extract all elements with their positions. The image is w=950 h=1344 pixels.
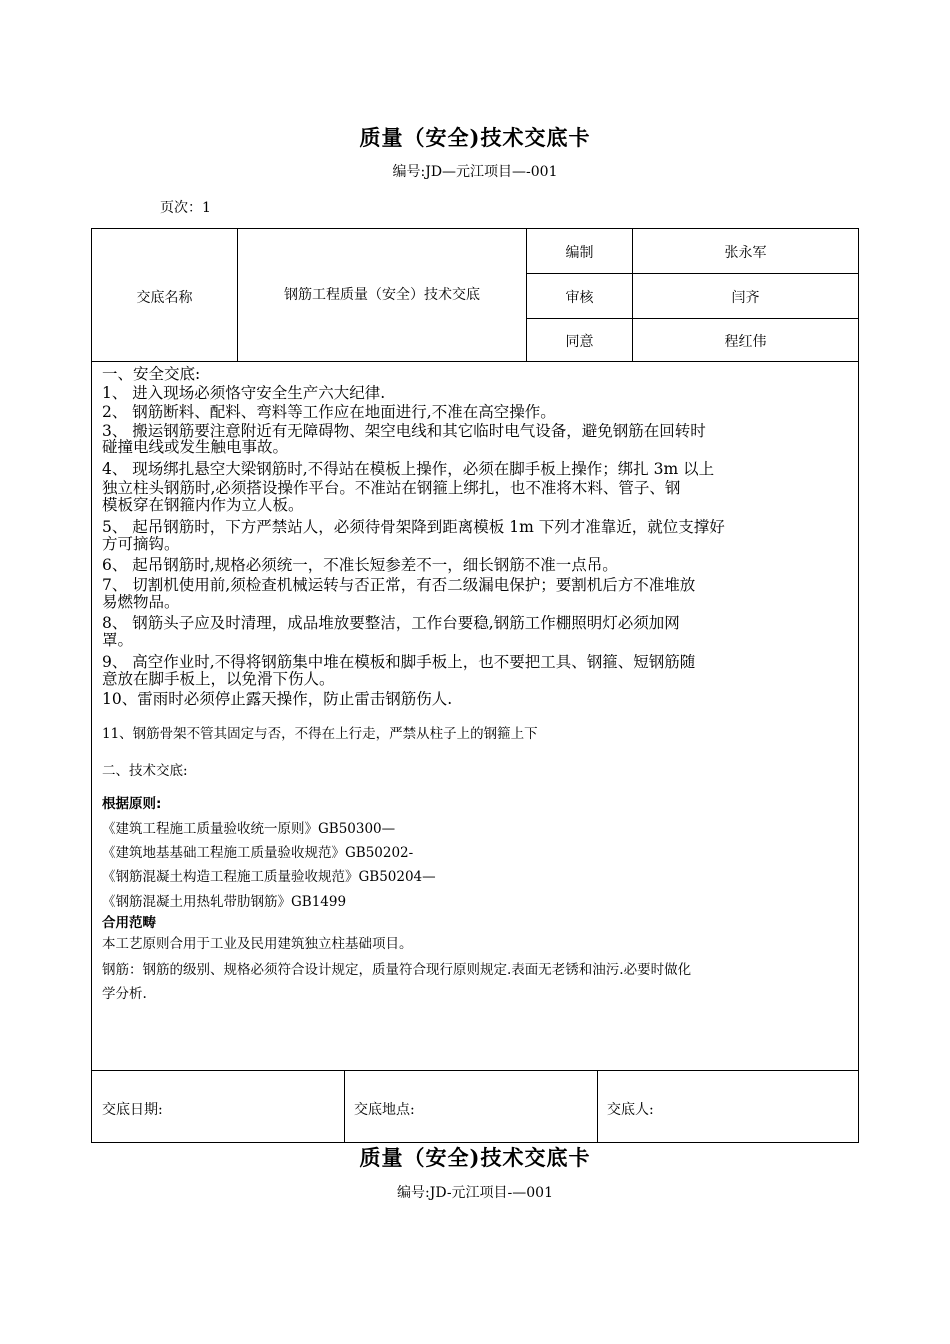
standard-item: 《建筑工程施工质量验收统一原则》GB50300— xyxy=(102,821,396,837)
rebar-text: 钢筋：钢筋的级别、规格必须符合设计规定，质量符合现行原则规定.表面无老锈和油污.必要时做化 xyxy=(102,962,692,978)
safety-heading: 一、安全交底: xyxy=(102,365,201,383)
role-compile-person: 张永军 xyxy=(724,245,767,261)
basis-heading: 根据原则: xyxy=(102,796,162,812)
standard-item: 《建筑地基基础工程施工质量验收规范》GB50202- xyxy=(102,845,414,861)
safety-line: 方可摘钩。 xyxy=(102,535,180,553)
safety-line: 罩。 xyxy=(102,631,134,649)
role-approve-person: 程红伟 xyxy=(724,334,767,350)
role-compile-label: 编制 xyxy=(565,245,594,261)
role-review-label: 审核 xyxy=(565,290,594,306)
handover-name-label: 交底名称 xyxy=(136,290,193,306)
safety-line: 易燃物品。 xyxy=(102,593,180,611)
standard-item: 《钢筋混凝土构造工程施工质量验收规范》GB50204— xyxy=(102,869,436,885)
safety-line: 1、 进入现场必须恪守安全生产六大纪律. xyxy=(102,384,386,402)
safety-line: 10、雷雨时必须停止露天操作，防止雷击钢筋伤人. xyxy=(102,690,453,708)
safety-line: 4、 现场绑扎悬空大梁钢筋时,不得站在模板上操作，必须在脚手板上操作；绑扎 3m 以上 xyxy=(102,460,715,478)
safety-line: 7、 切割机使用前,须检查机械运转与否正常，有否二级漏电保护；要割机后方不准堆放 xyxy=(102,576,696,594)
safety-line-11: 11、钢筋骨架不管其固定与否，不得在上行走，严禁从柱子上的钢箍上下 xyxy=(102,726,538,742)
safety-line: 9、 高空作业时,不得将钢筋集中堆在模板和脚手板上，也不要把工具、钢箍、短钢筋随 xyxy=(102,653,696,671)
safety-line: 独立柱头钢筋时,必须搭设操作平台。不准站在钢箍上绑扎，也不准将木料、管子、钢 xyxy=(102,479,681,497)
document-number-page2: 编号:JD-元江项目-—001 xyxy=(397,1185,553,1201)
safety-line: 5、 起吊钢筋时，下方严禁站人，必须待骨架降到距离模板 1m 下列才准靠近，就位支撑好 xyxy=(102,518,725,536)
scope-heading: 合用范畴 xyxy=(102,915,156,931)
safety-line: 3、 搬运钢筋要注意附近有无障碍物、架空电线和其它临时电气设备，避免钢筋在回转时 xyxy=(102,422,706,440)
handover-place-label: 交底地点: xyxy=(354,1102,415,1118)
safety-line: 8、 钢筋头子应及时清理，成品堆放要整洁，工作台要稳,钢筋工作棚照明灯必须加网 xyxy=(102,614,680,632)
handover-person-label: 交底人: xyxy=(607,1102,654,1118)
header-table xyxy=(91,228,859,362)
content-box xyxy=(91,361,859,1071)
document-title-page2: 质量（安全)技术交底卡 xyxy=(359,1145,591,1170)
safety-line: 6、 起吊钢筋时,规格必须统一，不准长短参差不一，细长钢筋不准一点吊。 xyxy=(102,556,618,574)
safety-line: 意放在脚手板上，以免滑下伤人。 xyxy=(102,670,335,688)
rebar-text: 学分析. xyxy=(102,986,147,1002)
tech-heading: 二、技术交底: xyxy=(102,763,188,779)
handover-date-label: 交底日期: xyxy=(102,1102,163,1118)
page-number: 页次：1 xyxy=(160,200,211,216)
role-approve-label: 同意 xyxy=(565,334,594,350)
safety-line: 碰撞电线或发生触电事故。 xyxy=(102,438,289,456)
safety-line: 2、 钢筋断料、配料、弯料等工作应在地面进行,不准在高空操作。 xyxy=(102,403,556,421)
role-review-person: 闫齐 xyxy=(731,290,760,306)
handover-name-value: 钢筋工程质量（安全）技术交底 xyxy=(284,287,480,303)
footer-table xyxy=(91,1070,859,1143)
standard-item: 《钢筋混凝土用热轧带肋钢筋》GB1499 xyxy=(102,894,347,910)
document-title: 质量（安全)技术交底卡 xyxy=(359,125,591,150)
document-number: 编号:JD—元江项目—-001 xyxy=(392,164,558,180)
safety-line: 模板穿在钢箍内作为立人板。 xyxy=(102,496,304,514)
scope-text: 本工艺原则合用于工业及民用建筑独立柱基础项目。 xyxy=(102,936,413,952)
